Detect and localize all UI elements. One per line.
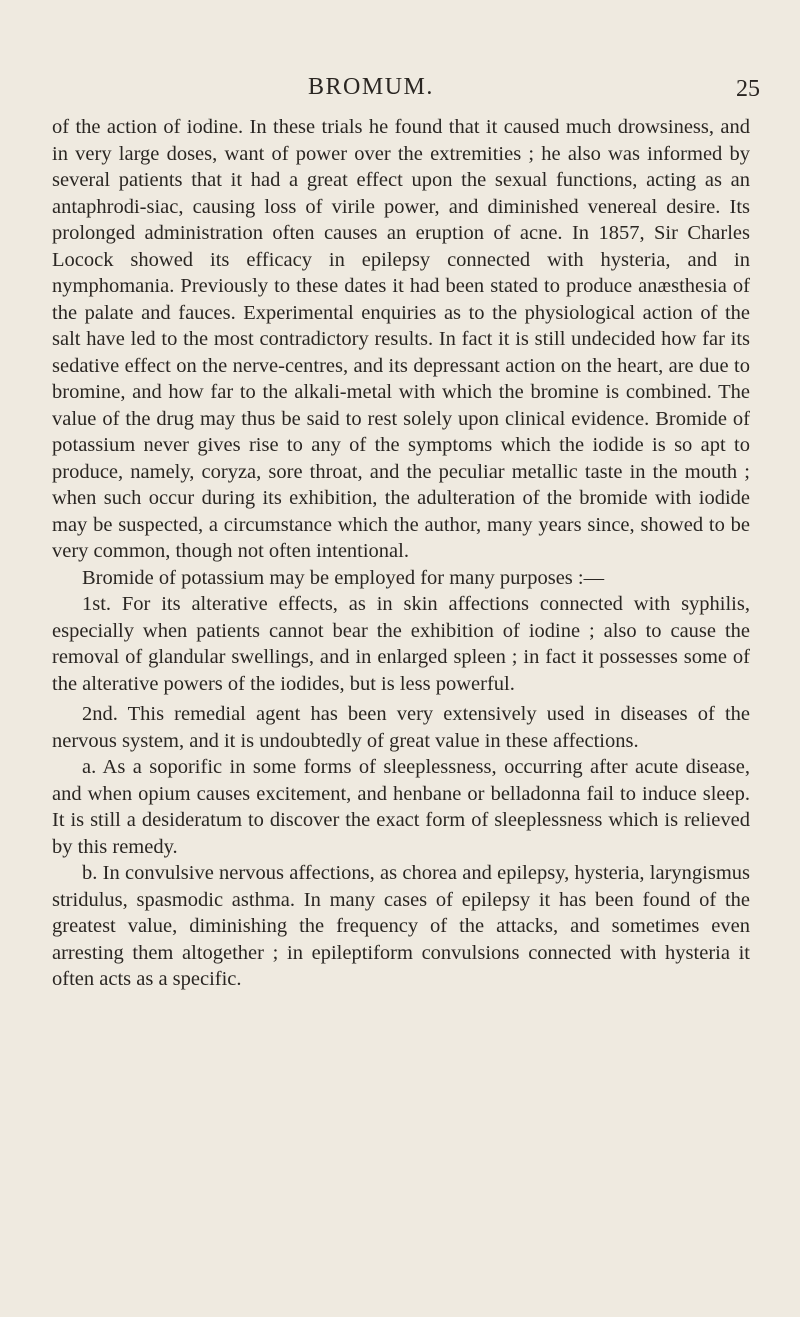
- paragraph-soporific: a. As a soporific in some forms of sleeplessness, occurring after acute disease, and when opium causes excitement, and henbane or belladonna fail to induce sleep. It is still a desideratum to discover the exact form of sleeplessness which is relieved by this remedy.: [52, 756, 750, 858]
- paragraph-convulsive: b. In convulsive nervous affections, as chorea and epilepsy, hysteria, laryngismus stridulus, spasmodic asthma. In many cases of epilepsy it has been found of the greatest value, diminishing the frequency of the attacks, and sometimes even arresting them altogether ; in epileptiform convulsions connected with hysteria it often acts as a specific.: [52, 862, 750, 990]
- paragraph-purposes-intro: Bromide of potassium may be employed for many purposes :—: [82, 566, 605, 589]
- page-number: 25: [736, 76, 760, 102]
- body-text: [52, 114, 750, 993]
- running-title: BROMUM.: [308, 74, 434, 100]
- paragraph-continuation: of the action of iodine. In these trials he found that it caused much drowsiness, and in very large doses, want of power over the extremities ; he also was informed by several patients that it had a great effect upon the sexual functions, acting as an antaphrodi-siac, causing loss of virile power, and diminished venereal desire. Its prolonged administration often causes an eruption of acne. In 1857, Sir Charles Locock showed its efficacy in epilepsy connected with hysteria, and in nymphomania. Previously to these dates it had been stated to produce anæsthesia of the palate and fauces. Experimental enquiries as to the physiological action of the salt have led to the most contradictory results. In fact it is still undecided how far its sedative effect on the nerve-centres, and its depressant action on the heart, are due to bromine, and how far to the alkali-metal with which the bromine is combined. The value of the drug may thus be said to rest solely upon clinical evidence. Bromide of potassium never gives rise to any of the symptoms which the iodide is so apt to produce, namely, coryza, sore throat, and the peculiar metallic taste in the mouth ; when such occur during its exhibition, the adulteration of the bromide with iodide may be suspected, a circumstance which the author, many years since, showed to be very common, though not often intentional.: [52, 116, 750, 562]
- paragraph-first-use: 1st. For its alterative effects, as in skin affections connected with syphilis, especially when patients cannot bear the exhibition of iodine ; also to cause the removal of glandular swellings, and in enlarged spleen ; in fact it possesses some of the alterative powers of the iodides, but is less powerful.: [52, 593, 750, 695]
- page-header: [0, 74, 800, 108]
- paragraph-second-use: 2nd. This remedial agent has been very extensively used in diseases of the nervous system, and it is undoubtedly of great value in these affections.: [52, 703, 750, 752]
